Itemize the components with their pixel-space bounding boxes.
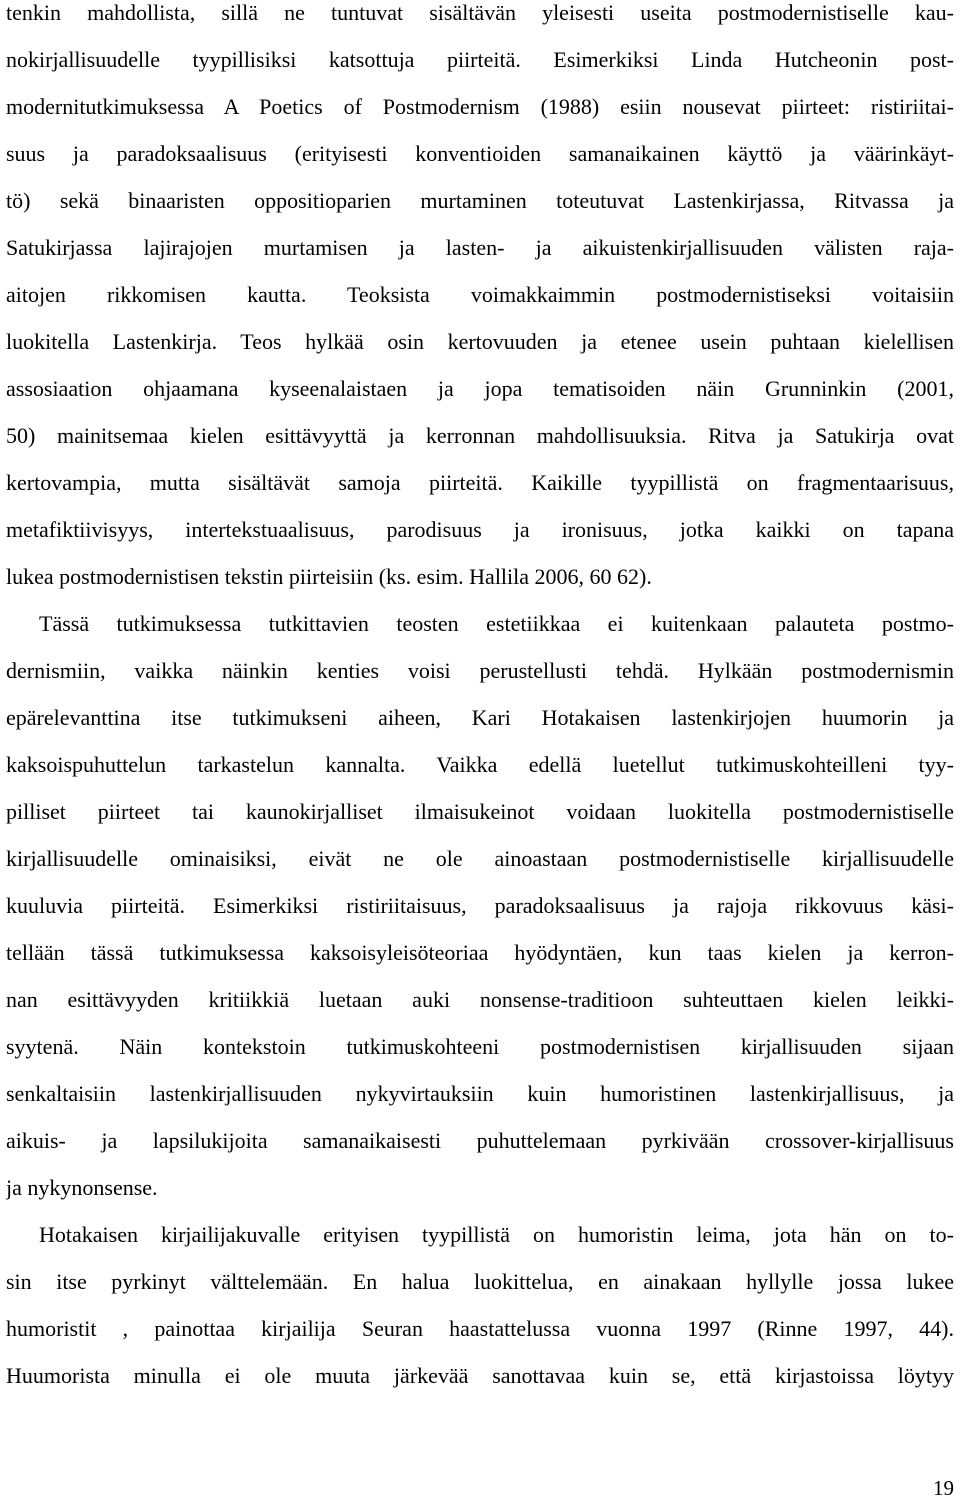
text-line: humoristit , painottaa kirjailija Seuran haastattelussa vuonna 1997 (Rinne 1997, 44). [6, 1316, 954, 1341]
text-line: sin itse pyrkinyt välttelemään. En halua luokittelua, en ainakaan hyllylle jossa lukee [6, 1269, 954, 1294]
text-line: Hotakaisen kirjailijakuvalle erityisen tyypillistä on humoristin leima, jota hän on to- [39, 1222, 954, 1247]
text-line: metafiktiivisyys, intertekstuaalisuus, parodisuus ja ironisuus, jotka kaikki on tapana [6, 517, 954, 542]
text-line: suus ja paradoksaalisuus (erityisesti konventioiden samanaikainen käyttö ja väärinkäyt- [6, 141, 954, 166]
text-line: kuuluvia piirteitä. Esimerkiksi ristiriitaisuus, paradoksaalisuus ja rajoja rikkovuus käsi- [6, 893, 954, 918]
text-line: kertovampia, mutta sisältävät samoja piirteitä. Kaikille tyypillistä on fragmentaarisuus, [6, 470, 954, 495]
text-line: lukea postmodernistisen tekstin piirteisiin (ks. esim. Hallila 2006, 60 62). [6, 564, 652, 589]
text-line: Huumorista minulla ei ole muuta järkevää sanottavaa kuin se, että kirjastoissa löytyy [6, 1363, 954, 1388]
text-line: kaksoispuhuttelun tarkastelun kannalta. Vaikka edellä luetellut tutkimuskohteilleni tyy- [6, 752, 954, 777]
text-line: luokitella Lastenkirja. Teos hylkää osin kertovuuden ja etenee usein puhtaan kielellisen [6, 329, 954, 354]
text-line: 50) mainitsemaa kielen esittävyyttä ja kerronnan mahdollisuuksia. Ritva ja Satukirja ovat [6, 423, 954, 448]
text-line: aitojen rikkomisen kautta. Teoksista voimakkaimmin postmodernistiseksi voitaisiin [6, 282, 954, 307]
text-line: Satukirjassa lajirajojen murtamisen ja lasten- ja aikuistenkirjallisuuden välisten raja- [6, 235, 954, 260]
text-line: nokirjallisuudelle tyypillisiksi katsottuja piirteitä. Esimerkiksi Linda Hutcheonin post- [6, 47, 954, 72]
text-line: senkaltaisiin lastenkirjallisuuden nykyvirtauksiin kuin humoristinen lastenkirjallisuus, ja [6, 1081, 954, 1106]
text-line: modernitutkimuksessa A Poetics of Postmodernism (1988) esiin nousevat piirteet: ristiriitai- [6, 94, 954, 119]
text-line: tö) sekä binaaristen oppositioparien murtaminen toteutuvat Lastenkirjassa, Ritvassa ja [6, 188, 954, 213]
text-line: epärelevanttina itse tutkimukseni aiheen, Kari Hotakaisen lastenkirjojen huumorin ja [6, 705, 954, 730]
text-line: Tässä tutkimuksessa tutkittavien teosten estetiikkaa ei kuitenkaan palauteta postmo- [39, 611, 954, 636]
text-line: pilliset piirteet tai kaunokirjalliset ilmaisukeinot voidaan luokitella postmodernistiselle [6, 799, 954, 824]
text-line: nan esittävyyden kritiikkiä luetaan auki nonsense-traditioon suhteuttaen kielen leikki- [6, 987, 954, 1012]
text-line: aikuis- ja lapsilukijoita samanaikaisesti puhuttelemaan pyrkivään crossover-kirjallisuus [6, 1128, 954, 1153]
text-line: syytenä. Näin kontekstoin tutkimuskohteeni postmodernistisen kirjallisuuden sijaan [6, 1034, 954, 1059]
text-line: ja nykynonsense. [6, 1175, 158, 1200]
text-line: assosiaation ohjaamana kyseenalaistaen ja jopa tematisoiden näin Grunninkin (2001, [6, 376, 954, 401]
text-line: kirjallisuudelle ominaisiksi, eivät ne ole ainoastaan postmodernistiselle kirjallisuudelle [6, 846, 954, 871]
text-line: tenkin mahdollista, sillä ne tuntuvat sisältävän yleisesti useita postmodernistiselle kau- [6, 0, 954, 25]
text-line: tellään tässä tutkimuksessa kaksoisyleisöteoriaa hyödyntäen, kun taas kielen ja kerron- [6, 940, 954, 965]
text-line: dernismiin, vaikka näinkin kenties voisi perustellusti tehdä. Hylkään postmodernismin [6, 658, 954, 683]
page-number: 19 [933, 1476, 954, 1500]
